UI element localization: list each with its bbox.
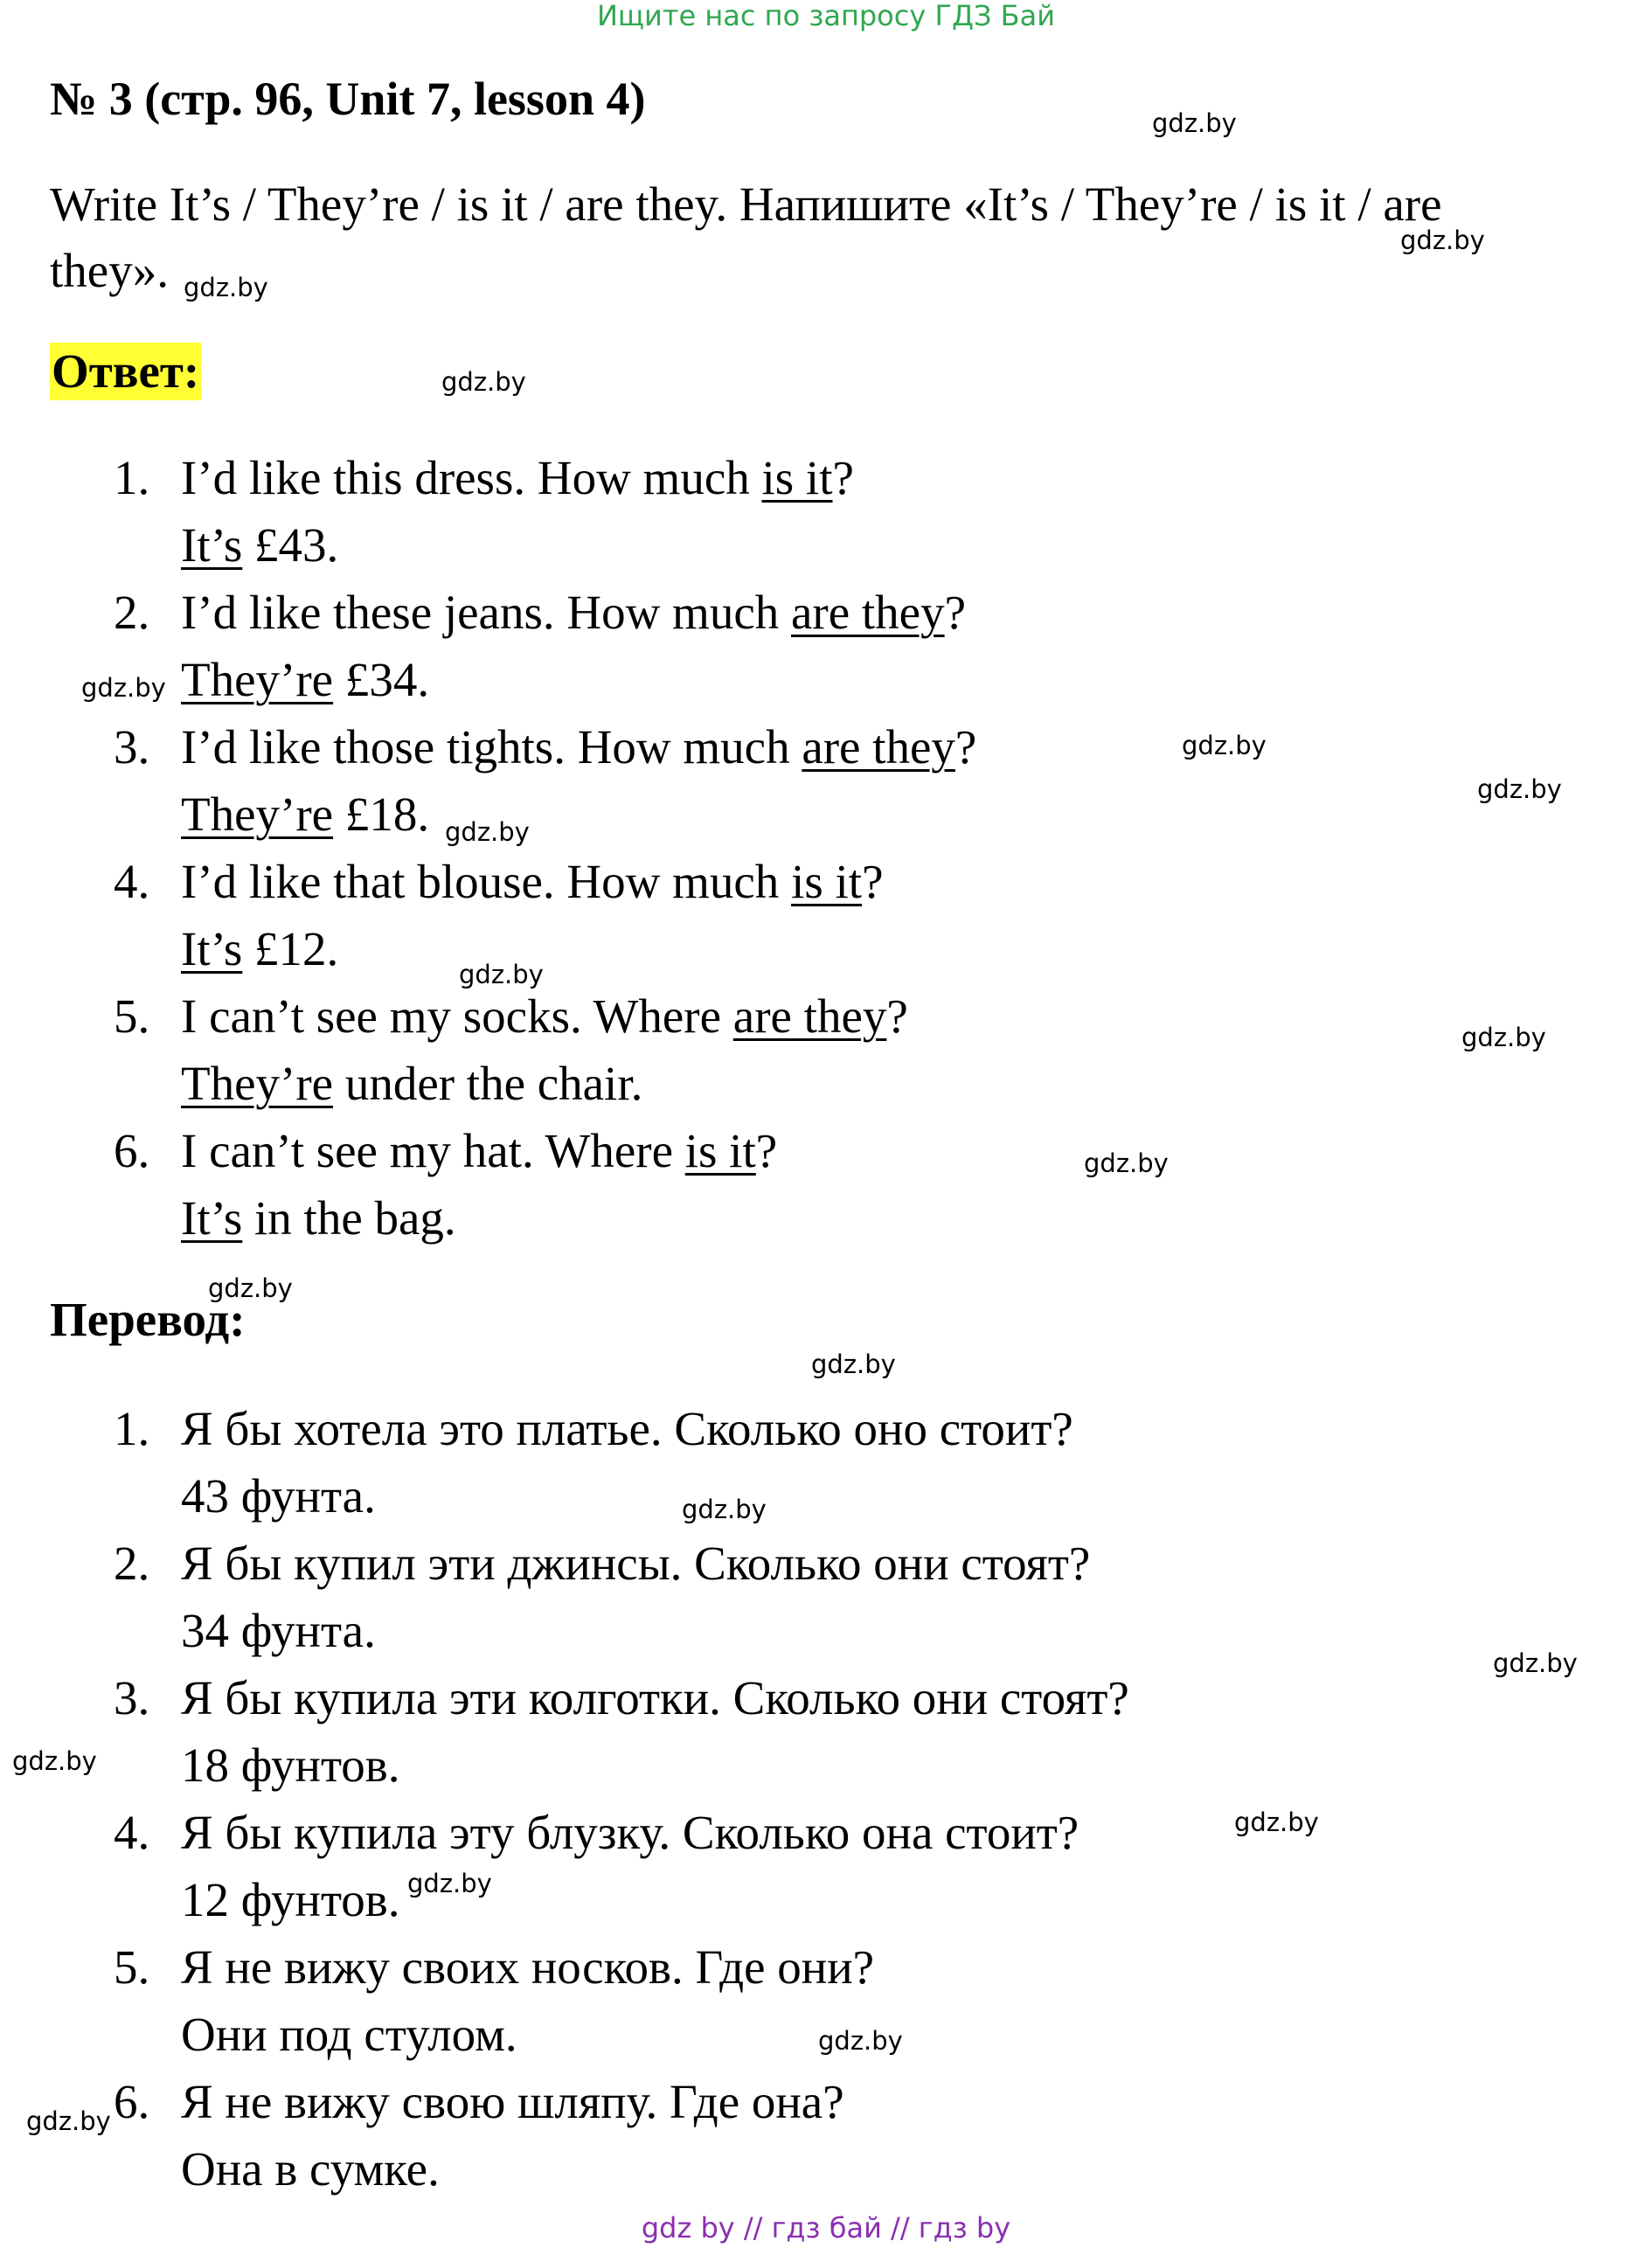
answer-line: It’s £12. <box>181 922 339 975</box>
item-number: 5. <box>114 1940 150 1994</box>
underlined-answer: is it <box>791 855 863 908</box>
underlined-answer: It’s <box>181 922 243 975</box>
underlined-answer: It’s <box>181 1191 243 1245</box>
question-line: I’d like those tights. How much are they? <box>181 720 977 774</box>
watermark: gdz.by <box>184 273 268 302</box>
item-number: 1. <box>114 451 150 504</box>
translation-question: Я бы хотела это платье. Сколько оно стоит? <box>181 1402 1073 1455</box>
translation-answer: 34 фунта. <box>181 1604 376 1657</box>
underlined-answer: are they <box>791 586 945 639</box>
answer-line: They’re £34. <box>181 653 430 706</box>
question-line: I’d like that blouse. How much is it? <box>181 855 884 908</box>
watermark: gdz.by <box>81 673 166 703</box>
item-number: 4. <box>114 1806 150 1859</box>
watermark: gdz.by <box>1493 1648 1578 1678</box>
watermark: gdz.by <box>1400 226 1485 255</box>
watermark: gdz.by <box>441 367 526 397</box>
watermark: gdz.by <box>459 960 544 989</box>
watermark: gdz.by <box>818 2026 903 2056</box>
item-number: 2. <box>114 586 150 639</box>
watermark: gdz.by <box>1477 774 1562 804</box>
underlined-answer: They’re <box>181 1057 334 1110</box>
translation-answer: 43 фунта. <box>181 1469 376 1523</box>
underlined-answer: is it <box>684 1124 756 1177</box>
translation-question: Я не вижу свою шляпу. Где она? <box>181 2075 844 2128</box>
item-number: 6. <box>114 1124 150 1177</box>
watermark: gdz.by <box>682 1495 767 1524</box>
watermark: gdz.by <box>12 1746 97 1776</box>
translation-answer: 12 фунтов. <box>181 1873 400 1926</box>
translation-question: Я бы купила эти колготки. Сколько они стоят? <box>181 1671 1129 1724</box>
item-number: 2. <box>114 1537 150 1590</box>
translation-answer: Они под стулом. <box>181 2008 517 2061</box>
answer-line: It’s £43. <box>181 518 339 572</box>
watermark: gdz.by <box>445 817 530 847</box>
watermark: gdz.by <box>208 1273 293 1303</box>
watermark: gdz.by <box>1182 731 1267 760</box>
underlined-answer: They’re <box>181 788 334 841</box>
item-number: 5. <box>114 989 150 1043</box>
watermark: gdz.by <box>1461 1023 1546 1052</box>
watermark: gdz.by <box>1152 108 1237 138</box>
watermark: gdz.by <box>1084 1148 1169 1178</box>
translation-answer: Она в сумке. <box>181 2142 440 2196</box>
translation-question: Я бы купила эту блузку. Сколько она стоит? <box>181 1806 1079 1859</box>
translation-question: Я бы купил эти джинсы. Сколько они стоят? <box>181 1537 1091 1590</box>
task-title: № 3 (стр. 96, Unit 7, lesson 4) <box>50 73 646 125</box>
answer-line: They’re £18. <box>181 788 430 841</box>
watermark: gdz.by <box>407 1869 492 1898</box>
item-number: 4. <box>114 855 150 908</box>
translation-answer: 18 фунтов. <box>181 1738 400 1792</box>
watermark: gdz.by <box>1234 1807 1319 1837</box>
footer-links[interactable]: gdz by // гдз бай // гдз by <box>641 2211 1011 2245</box>
watermark: gdz.by <box>811 1350 896 1379</box>
top-banner: Ищите нас по запросу ГДЗ Бай <box>596 0 1056 32</box>
task-instructions: Write It’s / They’re / is it / are they. Напишите «It’s / They’re / is it / are they». <box>50 177 1442 297</box>
watermark: gdz.by <box>26 2106 111 2136</box>
underlined-answer: are they <box>732 989 887 1043</box>
question-line: I can’t see my hat. Where is it? <box>181 1124 778 1177</box>
underlined-answer: They’re <box>181 653 334 706</box>
question-line: I’d like these jeans. How much are they? <box>181 586 967 639</box>
item-number: 1. <box>114 1402 150 1455</box>
underlined-answer: are they <box>802 720 955 774</box>
item-number: 3. <box>114 1671 150 1724</box>
item-number: 6. <box>114 2075 150 2128</box>
item-number: 3. <box>114 720 150 774</box>
question-line: I can’t see my socks. Where are they? <box>181 989 908 1043</box>
translation-question: Я не вижу своих носков. Где они? <box>181 1940 875 1994</box>
translation-heading: Перевод: <box>50 1293 246 1346</box>
question-line: I’d like this dress. How much is it? <box>181 451 854 504</box>
underlined-answer: is it <box>761 451 833 504</box>
underlined-answer: It’s <box>181 518 243 572</box>
answer-line: They’re under the chair. <box>181 1057 643 1110</box>
answer-heading: Ответ: <box>50 343 201 400</box>
answer-line: It’s in the bag. <box>181 1191 456 1245</box>
